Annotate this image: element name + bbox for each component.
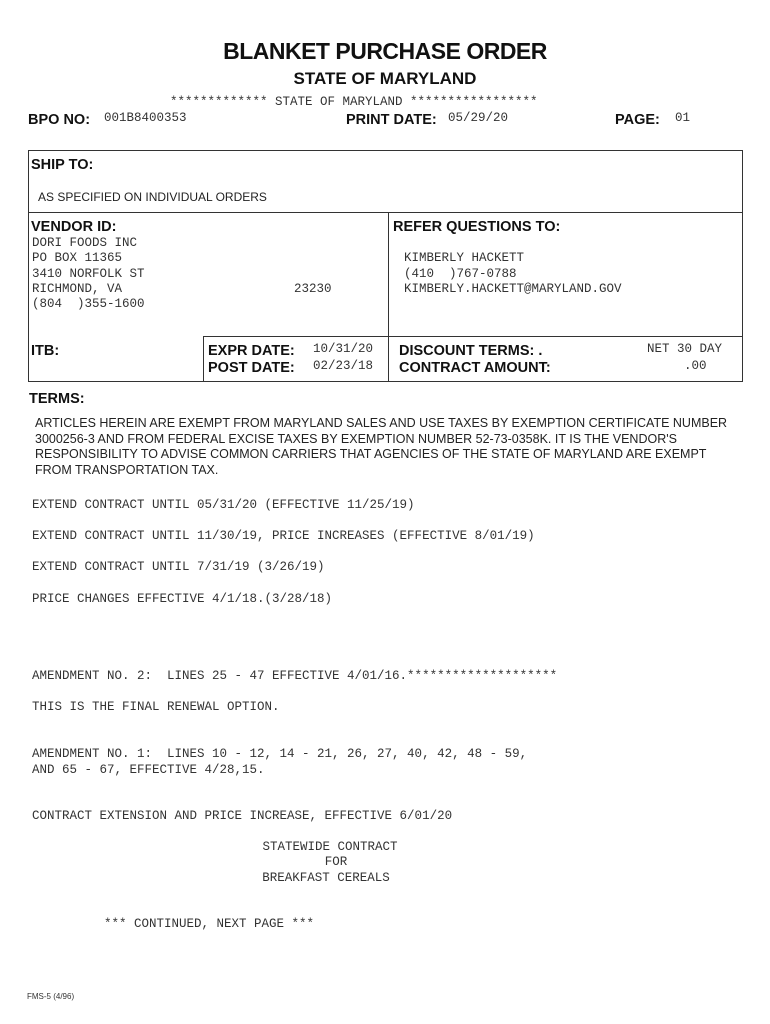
post-date-value: 02/23/18 [313, 359, 374, 373]
divider-itb-left [203, 336, 204, 382]
vendor-zip: 23230 [294, 282, 332, 296]
expr-date-value: 10/31/20 [313, 342, 374, 356]
itb-label: ITB: [31, 343, 60, 359]
contract-title-line-3: BREAKFAST CEREALS [262, 871, 390, 885]
discount-terms-value: NET 30 DAY [647, 342, 723, 356]
print-date-label: PRINT DATE: [346, 112, 437, 128]
vendor-po-box: PO BOX 11365 [32, 251, 123, 265]
terms-label: TERMS: [29, 391, 85, 407]
body-line-extend-1119: EXTEND CONTRACT UNTIL 11/30/19, PRICE INCREASES (EFFECTIVE 8/01/19) [32, 529, 535, 543]
refer-questions-label: REFER QUESTIONS TO: [393, 219, 561, 235]
body-line-contract-extension: CONTRACT EXTENSION AND PRICE INCREASE, EFFECTIVE 6/01/20 [32, 809, 453, 823]
page-label: PAGE: [615, 112, 660, 128]
contract-title-line-1: STATEWIDE CONTRACT [262, 840, 398, 854]
divider-itb-top [203, 336, 743, 337]
print-date-value: 05/29/20 [448, 111, 509, 125]
form-code: FMS-5 (4/96) [27, 992, 75, 1001]
divider-ship-vendor [28, 212, 743, 213]
contract-amount-value: .00 [684, 359, 707, 373]
state-banner: ************* STATE OF MARYLAND ***************** [170, 95, 538, 109]
body-line-extend-0520: EXTEND CONTRACT UNTIL 05/31/20 (EFFECTIVE 11/25/19) [32, 498, 415, 512]
order-info-box [28, 150, 743, 382]
body-line-amendment-1-cont: AND 65 - 67, EFFECTIVE 4/28,15. [32, 763, 265, 777]
vendor-id-label: VENDOR ID: [31, 219, 117, 235]
contact-phone: (410 )767-0788 [404, 267, 517, 281]
body-line-amendment-1: AMENDMENT NO. 1: LINES 10 - 12, 14 - 21, 26, 27, 40, 42, 48 - 59, [32, 747, 528, 761]
vendor-name: DORI FOODS INC [32, 236, 138, 250]
discount-terms-label: DISCOUNT TERMS: . [399, 343, 543, 359]
vendor-phone: (804 )355-1600 [32, 297, 145, 311]
page-title: BLANKET PURCHASE ORDER [223, 38, 547, 64]
vendor-city: RICHMOND, VA [32, 282, 123, 296]
ship-to-label: SHIP TO: [31, 157, 94, 173]
ship-to-value: AS SPECIFIED ON INDIVIDUAL ORDERS [38, 190, 267, 204]
post-date-label: POST DATE: [208, 360, 295, 376]
continued-notice: *** CONTINUED, NEXT PAGE *** [104, 917, 315, 931]
body-line-amendment-2: AMENDMENT NO. 2: LINES 25 - 47 EFFECTIVE 4/01/16.******************** [32, 669, 558, 683]
divider-vendor-refer [388, 212, 389, 382]
contact-name: KIMBERLY HACKETT [404, 251, 525, 265]
bpo-value: 001B8400353 [104, 111, 187, 125]
vendor-street: 3410 NORFOLK ST [32, 267, 145, 281]
expr-date-label: EXPR DATE: [208, 343, 295, 359]
contract-title-line-2: FOR [324, 855, 348, 869]
terms-text: ARTICLES HEREIN ARE EXEMPT FROM MARYLAND SALES AND USE TAXES BY EXEMPTION CERTIFICATE NUMBER 3000256-3 AND FROM FEDERAL EXCISE TAXES BY EXEMPTION NUMBER 52-73-0358K. IT IS THE VENDOR'S RESPONSIBILITY TO ADVISE COMMON CARRIERS THAT AGENCIES OF THE STATE OF MARYLAND ARE EXEMPT FROM TRANSPORTATION TAX. [35, 416, 728, 477]
body-line-final-renewal: THIS IS THE FINAL RENEWAL OPTION. [32, 700, 280, 714]
bpo-label: BPO NO: [28, 112, 91, 128]
contract-amount-label: CONTRACT AMOUNT: [399, 360, 551, 376]
body-line-extend-0719: EXTEND CONTRACT UNTIL 7/31/19 (3/26/19) [32, 560, 325, 574]
page-subtitle: STATE OF MARYLAND [293, 69, 477, 88]
body-line-price-changes: PRICE CHANGES EFFECTIVE 4/1/18.(3/28/18) [32, 592, 333, 606]
contact-email: KIMBERLY.HACKETT@MARYLAND.GOV [404, 282, 622, 296]
page-value: 01 [675, 111, 691, 125]
